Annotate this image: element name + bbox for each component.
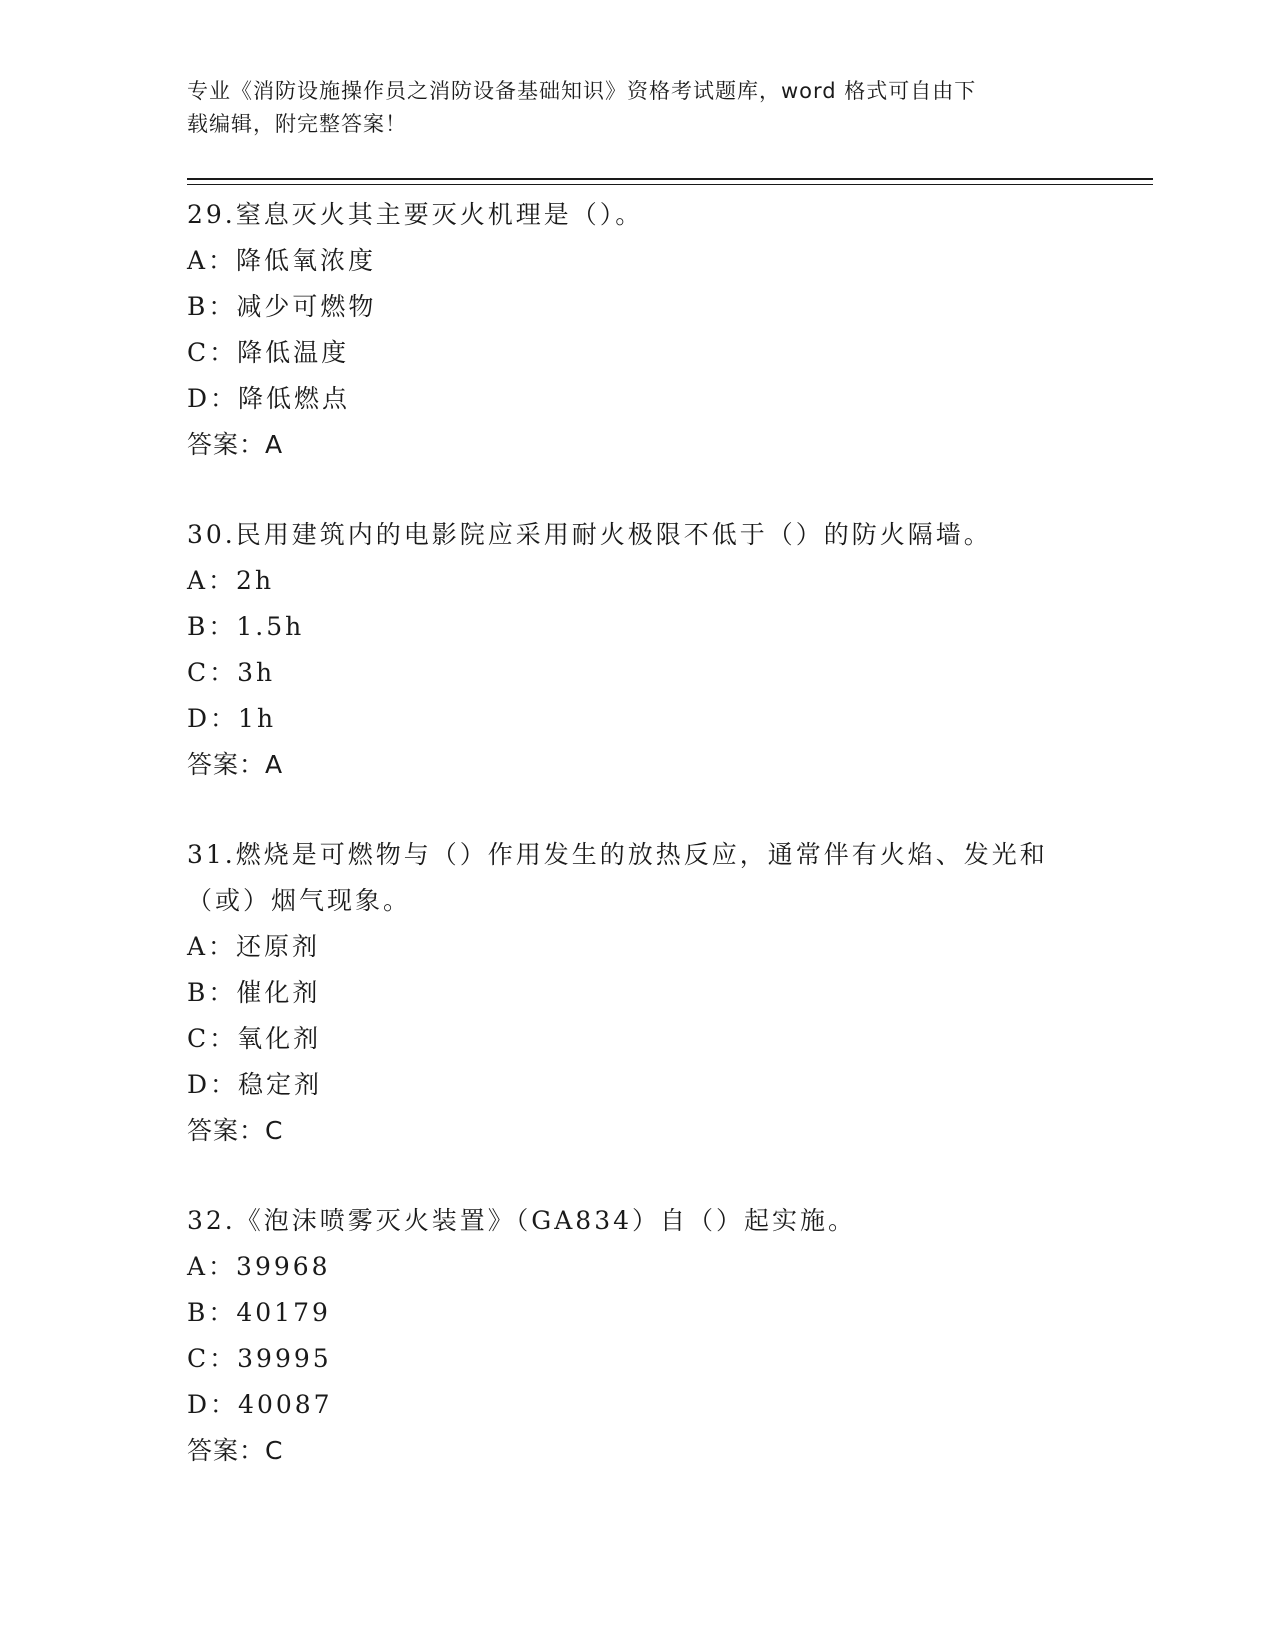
- question-text: 30.民用建筑内的电影院应采用耐火极限不低于（）的防火隔墙。: [187, 520, 992, 549]
- question-text: 31.燃烧是可燃物与（）作用发生的放热反应，通常伴有火焰、发光和（或）烟气现象。: [187, 840, 1048, 915]
- option-b: B：催化剂: [187, 978, 321, 1007]
- header-line-2: 载编辑，附完整答案！: [187, 112, 407, 136]
- option-a: A：还原剂: [187, 932, 321, 961]
- question-31: [187, 832, 1087, 1154]
- option-b: B：1.5h: [187, 612, 305, 641]
- answer-line: 答案：A: [187, 430, 284, 459]
- option-a: A：降低氧浓度: [187, 246, 377, 275]
- question-30: [187, 512, 1087, 788]
- option-c: C：降低温度: [187, 338, 350, 367]
- question-text: 32.《泡沫喷雾灭火装置》（GA834）自（）起实施。: [187, 1206, 857, 1235]
- option-c: C：3h: [187, 658, 276, 687]
- header-line-1: 专业《消防设施操作员之消防设备基础知识》资格考试题库，word 格式可自由下: [187, 79, 977, 103]
- option-c: C：氧化剂: [187, 1024, 322, 1053]
- question-text: 29.窒息灭火其主要灭火机理是（）。: [187, 200, 644, 229]
- header-divider-thick: [187, 178, 1153, 180]
- option-a: A：2h: [187, 566, 275, 595]
- document-header: [187, 75, 1067, 141]
- option-b: B：减少可燃物: [187, 292, 377, 321]
- option-d: D：40087: [187, 1390, 333, 1419]
- option-a: A：39968: [187, 1252, 331, 1281]
- answer-line: 答案：C: [187, 1436, 284, 1465]
- option-b: B：40179: [187, 1298, 331, 1327]
- header-divider-thin: [187, 184, 1153, 185]
- question-29: [187, 192, 1087, 468]
- option-d: D：降低燃点: [187, 384, 351, 413]
- question-32: [187, 1198, 1087, 1474]
- option-d: D：稳定剂: [187, 1070, 323, 1099]
- option-d: D：1h: [187, 704, 277, 733]
- answer-line: 答案：A: [187, 750, 284, 779]
- option-c: C：39995: [187, 1344, 332, 1373]
- answer-line: 答案：C: [187, 1116, 284, 1145]
- question-list: [187, 192, 1087, 1518]
